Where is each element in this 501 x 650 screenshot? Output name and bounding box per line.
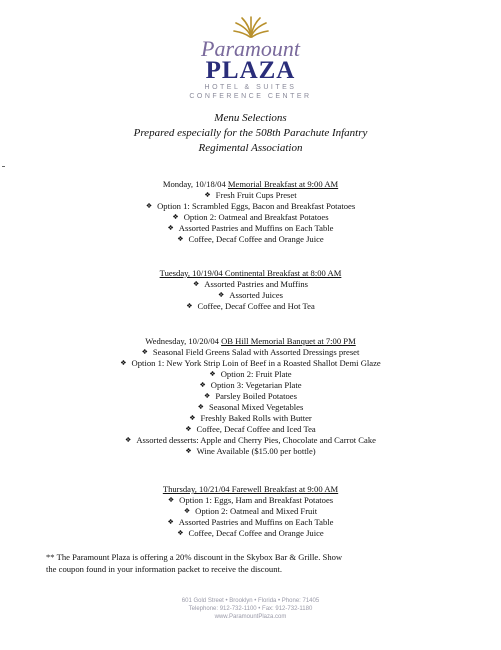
menu-item bbox=[0, 446, 501, 457]
bullet-icon: ❖ bbox=[199, 381, 206, 389]
bullet-icon: ❖ bbox=[141, 348, 148, 356]
menu-item-text: Option 2: Oatmeal and Breakfast Potatoes bbox=[183, 212, 329, 222]
bullet-icon: ❖ bbox=[145, 202, 153, 210]
section-heading bbox=[0, 484, 501, 495]
menu-item-text: Coffee, Decaf Coffee and Orange Juice bbox=[188, 528, 324, 538]
bullet-icon: ❖ bbox=[167, 518, 174, 526]
bullet-icon: ❖ bbox=[183, 507, 191, 515]
heading-event: OB Hill Memorial Banquet at 7:00 PM bbox=[221, 336, 356, 346]
menu-item-text: Parsley Boiled Potatoes bbox=[215, 391, 297, 401]
footer-address: 601 Gold Street • Brooklyn • Florida • Phone: 71405 bbox=[181, 598, 320, 604]
bullet-icon: ❖ bbox=[189, 414, 196, 422]
menu-item-text: Coffee, Decaf Coffee and Iced Tea bbox=[196, 424, 316, 434]
menu-item bbox=[0, 517, 501, 528]
menu-section-thursday bbox=[0, 484, 501, 539]
menu-item bbox=[0, 528, 501, 539]
section-heading bbox=[0, 179, 501, 190]
menu-item bbox=[0, 380, 501, 391]
heading-event: Memorial Breakfast at 9:00 AM bbox=[227, 179, 339, 189]
margin-mark bbox=[2, 166, 5, 167]
bullet-icon: ❖ bbox=[186, 302, 193, 310]
menu-item bbox=[0, 506, 501, 517]
crown-emblem-icon bbox=[231, 14, 271, 38]
section-heading bbox=[0, 268, 501, 279]
menu-item-text: Assorted Pastries and Muffins bbox=[204, 279, 308, 289]
menu-item bbox=[0, 413, 501, 424]
logo-script-text: Paramount bbox=[201, 36, 300, 61]
note-line-2: the coupon found in your information packet to receive the discount. bbox=[46, 564, 283, 574]
menu-item bbox=[0, 435, 501, 446]
footer-website: www.ParamountPlaza.com bbox=[214, 614, 287, 620]
menu-item bbox=[0, 234, 501, 245]
menu-item-text: Assorted Pastries and Muffins on Each Table bbox=[178, 517, 334, 527]
menu-item bbox=[0, 391, 501, 402]
menu-item-text: Wine Available ($15.00 per bottle) bbox=[196, 446, 316, 456]
menu-section-tuesday bbox=[0, 268, 501, 312]
discount-note bbox=[46, 551, 466, 575]
bullet-icon: ❖ bbox=[167, 224, 174, 232]
bullet-icon: ❖ bbox=[120, 359, 127, 367]
menu-item-text: Option 1: New York Strip Loin of Beef in a Roasted Shallot Demi Glaze bbox=[131, 358, 381, 368]
bullet-icon: ❖ bbox=[218, 291, 225, 299]
menu-item-text: Coffee, Decaf Coffee and Orange Juice bbox=[188, 234, 324, 244]
menu-item-text: Seasonal Field Greens Salad with Assorted Dressings preset bbox=[152, 347, 360, 357]
menu-item bbox=[0, 279, 501, 290]
hotel-footer bbox=[0, 597, 501, 621]
menu-item-text: Seasonal Mixed Vegetables bbox=[208, 402, 304, 412]
hotel-logo bbox=[0, 14, 501, 101]
heading-event: Tuesday, 10/19/04 Continental Breakfast at 8:00 AM bbox=[159, 268, 342, 278]
menu-item bbox=[0, 190, 501, 201]
bullet-icon: ❖ bbox=[177, 235, 184, 243]
logo-tagline-1: HOTEL & SUITES bbox=[204, 84, 297, 91]
bullet-icon: ❖ bbox=[197, 403, 204, 411]
menu-item-text: Freshly Baked Rolls with Butter bbox=[200, 413, 312, 423]
bullet-icon: ❖ bbox=[125, 436, 132, 444]
menu-item-text: Option 3: Vegetarian Plate bbox=[210, 380, 302, 390]
menu-item-text: Assorted Juices bbox=[229, 290, 283, 300]
menu-item bbox=[0, 424, 501, 435]
section-heading bbox=[0, 336, 501, 347]
title-line-1: Menu Selections bbox=[214, 112, 287, 124]
menu-item bbox=[0, 301, 501, 312]
bullet-icon: ❖ bbox=[177, 529, 184, 537]
menu-item-text: Assorted Pastries and Muffins on Each Table bbox=[178, 223, 334, 233]
menu-item bbox=[0, 347, 501, 358]
menu-item-text: Fresh Fruit Cups Preset bbox=[215, 190, 297, 200]
bullet-icon: ❖ bbox=[204, 392, 211, 400]
menu-item bbox=[0, 212, 501, 223]
menu-item-text: Option 1: Scrambled Eggs, Bacon and Breakfast Potatoes bbox=[157, 201, 356, 211]
bullet-icon: ❖ bbox=[172, 213, 179, 221]
logo-wordmark: PLAZA bbox=[205, 57, 296, 84]
menu-item bbox=[0, 201, 501, 212]
menu-section-monday bbox=[0, 179, 501, 245]
title-line-3: Regimental Association bbox=[198, 142, 303, 154]
document-title bbox=[0, 111, 501, 156]
bullet-icon: ❖ bbox=[167, 496, 175, 504]
bullet-icon: ❖ bbox=[185, 447, 192, 455]
menu-item-text: Coffee, Decaf Coffee and Hot Tea bbox=[197, 301, 315, 311]
heading-event: Thursday, 10/21/04 Farewell Breakfast at 9:00 AM bbox=[162, 484, 339, 494]
menu-item-text: Option 2: Oatmeal and Mixed Fruit bbox=[195, 506, 318, 516]
menu-item bbox=[0, 223, 501, 234]
bullet-icon: ❖ bbox=[209, 370, 216, 378]
menu-item-text: Assorted desserts: Apple and Cherry Pies, Chocolate and Carrot Cake bbox=[136, 435, 376, 445]
menu-item bbox=[0, 290, 501, 301]
menu-section-wednesday bbox=[0, 336, 501, 457]
menu-item-text: Option 2: Fruit Plate bbox=[220, 369, 292, 379]
title-line-2: Prepared especially for the 508th Parachute Infantry bbox=[133, 127, 368, 139]
menu-item bbox=[0, 358, 501, 369]
menu-item bbox=[0, 495, 501, 506]
footer-phone: Telephone: 912-732-1100 • Fax: 912-732-1180 bbox=[188, 606, 313, 612]
heading-date: Wednesday, 10/20/04 bbox=[145, 336, 222, 346]
menu-item-text: Option 1: Eggs, Ham and Breakfast Potatoes bbox=[179, 495, 334, 505]
bullet-icon: ❖ bbox=[193, 280, 200, 288]
note-line-1: ** The Paramount Plaza is offering a 20% discount in the Skybox Bar & Grille. Show bbox=[46, 552, 343, 562]
bullet-icon: ❖ bbox=[204, 191, 211, 199]
menu-item bbox=[0, 369, 501, 380]
heading-date: Monday, 10/18/04 bbox=[162, 179, 228, 189]
bullet-icon: ❖ bbox=[185, 425, 192, 433]
menu-item bbox=[0, 402, 501, 413]
logo-tagline-2: CONFERENCE CENTER bbox=[189, 93, 312, 100]
